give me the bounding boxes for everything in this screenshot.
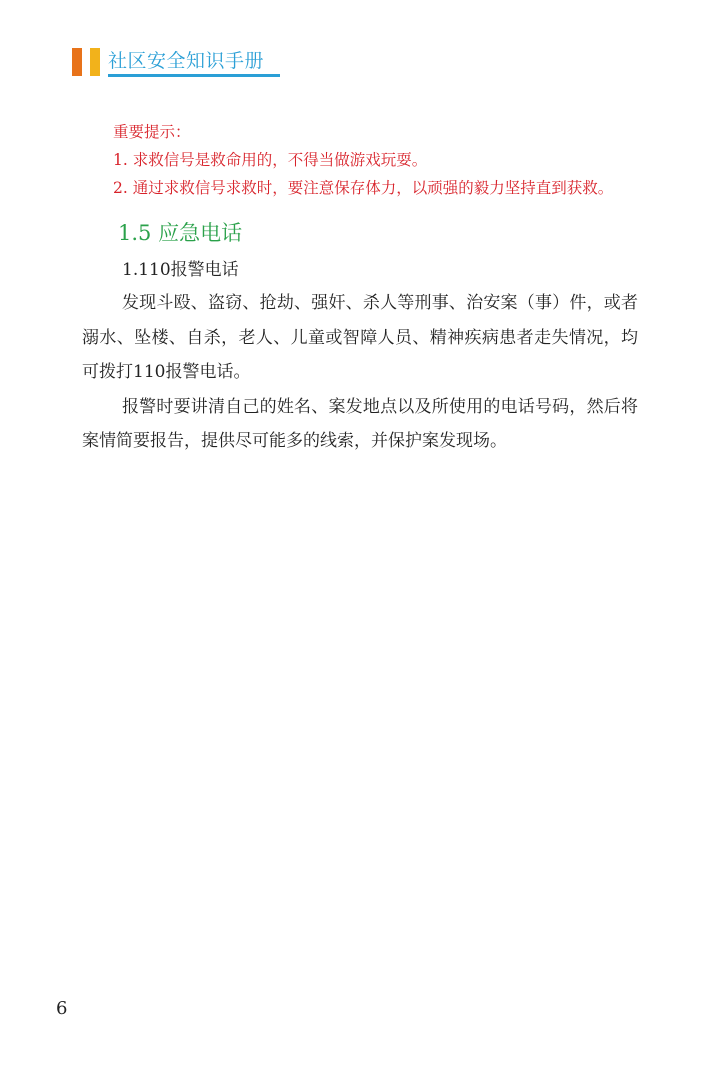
running-header [72,44,292,80]
header-title: 社区安全知识手册 [108,50,265,72]
page-content [82,118,638,459]
header-yellow-bar [90,48,100,76]
section-subtitle: 1.110报警电话 [122,260,239,280]
header-underline [108,74,280,77]
notice-item-2: 2. 通过求救信号求救时，要注意保存体力，以顽强的毅力坚持直到获救。 [113,179,614,197]
notice-label: 重要提示： [113,123,191,141]
page-number: 6 [56,998,68,1019]
notice-item-1: 1. 求救信号是救命用的，不得当做游戏玩耍。 [113,151,428,169]
body-paragraph-2: 报警时要讲清自己的姓名、案发地点以及所使用的电话号码，然后将案情简要报告，提供尽可能多的线索，并保护案发现场。 [82,396,638,451]
header-orange-bar [72,48,82,76]
important-notice [82,118,638,202]
body-paragraph-1: 发现斗殴、盗窃、抢劫、强奸、杀人等刑事、治安案（事）件，或者溺水、坠楼、自杀，老人、儿童或智障人员、精神疾病患者走失情况，均可拨打110报警电话。 [82,293,638,382]
section-title: 1.5 应急电话 [118,221,243,245]
